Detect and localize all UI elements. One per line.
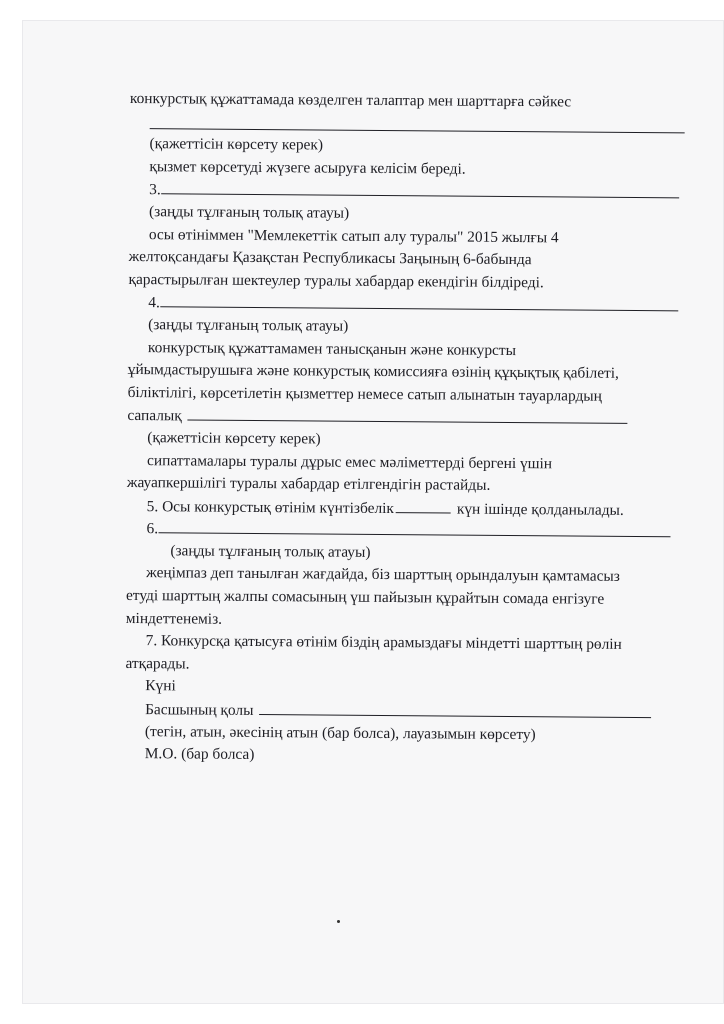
scan-speck — [337, 920, 340, 923]
body-line: сипаттамалары туралы дұрыс емес мәліметтерді бергені үшін — [147, 451, 553, 472]
body-line: қызмет көрсетуді жүзеге асыруға келісім береді. — [149, 157, 466, 178]
item-number: 6. — [146, 520, 159, 538]
item-5-text-end: күн ішінде қолданылады. — [456, 500, 624, 519]
blank-underline — [259, 699, 651, 718]
blank-underline — [161, 179, 679, 199]
item-5-text: 5. Осы конкурстық өтінім күнтізбелік — [146, 497, 394, 517]
field-caption: (заңды тұлғаның толық атауы) — [148, 203, 350, 222]
blank-underline — [396, 497, 451, 513]
item-7: 7. Конкурсқа қатысуға өтінім біздің арамыздағы міндетті шарттың рөлін — [145, 632, 622, 654]
body-line: желтоқсандағы Қазақстан Республикасы Заңының 6-бабында — [128, 248, 532, 269]
body-line: атқарады. — [125, 654, 190, 673]
blank-underline — [158, 518, 670, 538]
blank-underline — [150, 113, 685, 133]
blank-underline — [188, 405, 628, 424]
body-line: етуді шарттың жалпы сомасының үш пайызын құрайтын сомада енгізуге — [125, 587, 605, 608]
item-number: 3. — [149, 181, 161, 199]
field-caption: (қажеттісін көрсету керек) — [147, 429, 321, 448]
body-line: конкурстық құжаттамамен танысқанын және конкурсты — [147, 338, 517, 359]
body-line: қарастырылған шектеулер туралы хабардар екендігін білдіреді. — [128, 270, 544, 292]
blank-underline — [160, 292, 678, 312]
body-line: міндеттенеміз. — [125, 609, 223, 628]
body-line: жауапкершілігі туралы хабардар етілгендігін растайды. — [126, 474, 491, 494]
body-line: конкурстық құжаттамада көзделген талаптар мен шарттарға сәйкес — [129, 89, 572, 111]
document-body — [125, 88, 685, 770]
field-caption: (қажеттісін көрсету керек) — [149, 135, 324, 154]
body-line: осы өтініммен "Мемлекеттік сатып алу туралы" 2015 жылғы 4 — [148, 225, 559, 246]
body-line: біліктілігі, көрсетілетін қызметтер немесе сатып алынатын тауарлардың — [127, 383, 602, 405]
body-line: ұйымдастырушыға және конкурстық комиссияға өзінің құқықтық қабілеті, — [127, 361, 619, 382]
field-caption: (заңды тұлғаның толық атауы) — [170, 542, 371, 561]
body-line: жеңімпаз деп танылған жағдайда, біз шарттың орындалуын қамтамасыз — [146, 564, 620, 586]
seal-label: М.О. (бар болса) — [144, 745, 255, 764]
signature-label: Басшының қолы — [145, 701, 254, 720]
quality-label: сапалық — [127, 407, 182, 425]
item-number: 4. — [148, 294, 160, 312]
field-caption: (тегін, атын, әкесінің атын (бар болса), лауазымын көрсету) — [144, 722, 536, 743]
date-label: Күні — [145, 677, 176, 695]
field-caption: (заңды тұлғаның толық атауы) — [148, 316, 349, 335]
